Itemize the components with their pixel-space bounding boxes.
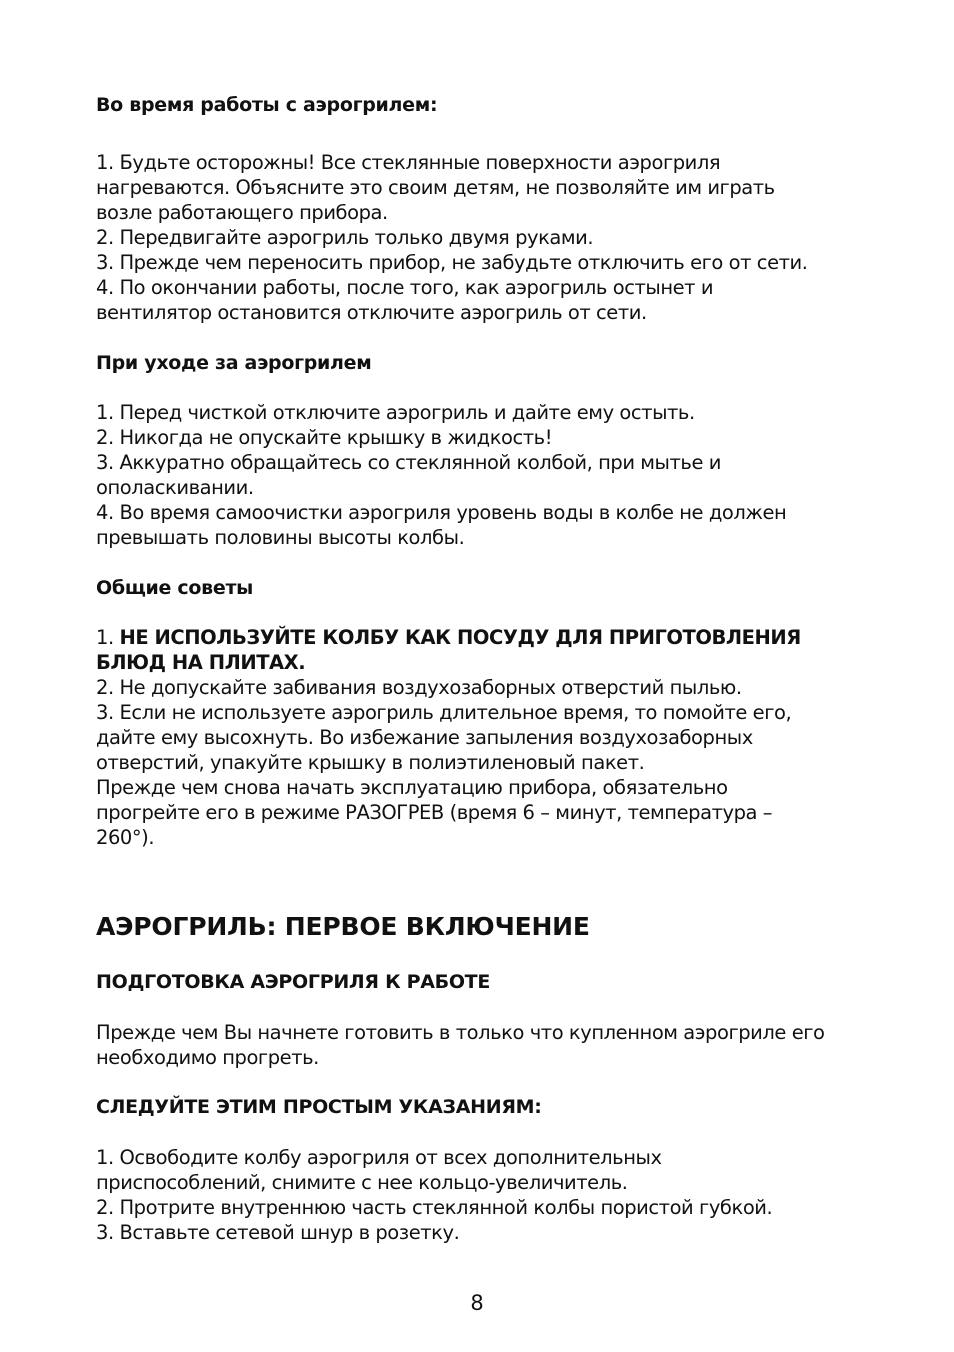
paragraph-preparation <box>96 1020 836 1070</box>
text-line: Прежде чем снова начать эксплуатацию прибора, обязательно <box>96 776 728 799</box>
paragraph-steps <box>96 1145 836 1245</box>
text-line: отверстий, упакуйте крышку в полиэтиленовый пакет. <box>96 751 645 774</box>
chapter-title: АЭРОГРИЛЬ: ПЕРВОЕ ВКЛЮЧЕНИЕ <box>96 912 590 941</box>
heading-care: При уходе за аэрогрилем <box>96 352 372 374</box>
heading-preparation: ПОДГОТОВКА АЭРОГРИЛЯ К РАБОТЕ <box>96 971 491 993</box>
paragraph-operation <box>96 150 836 325</box>
text-line: нагреваются. Объясните это своим детям, не позволяйте им играть <box>96 176 775 199</box>
text-line: 2. Передвигайте аэрогриль только двумя руками. <box>96 226 594 249</box>
text-line: 4. По окончании работы, после того, как аэрогриль остынет и <box>96 276 714 299</box>
text-line: дайте ему высохнуть. Во избежание запыления воздухозаборных <box>96 726 753 749</box>
warning-text: НЕ ИСПОЛЬЗУЙТЕ КОЛБУ КАК ПОСУДУ ДЛЯ ПРИГОТОВЛЕНИЯ <box>119 626 801 649</box>
heading-operation: Во время работы с аэрогрилем: <box>96 94 438 116</box>
item-number: 1. <box>96 626 120 649</box>
page-number: 8 <box>470 1291 484 1315</box>
text-line: вентилятор остановится отключите аэрогриль от сети. <box>96 301 647 324</box>
heading-general: Общие советы <box>96 577 254 599</box>
warning-line <box>96 625 836 650</box>
text-line: превышать половины высоты колбы. <box>96 526 465 549</box>
text-line: необходимо прогреть. <box>96 1046 319 1069</box>
text-line: 2. Протрите внутреннюю часть стеклянной колбы пористой губкой. <box>96 1196 773 1219</box>
text-line: Прежде чем Вы начнете готовить в только что купленном аэрогриле его <box>96 1021 825 1044</box>
text-line: 4. Во время самоочистки аэрогриля уровень воды в колбе не должен <box>96 501 787 524</box>
heading-steps: СЛЕДУЙТЕ ЭТИМ ПРОСТЫМ УКАЗАНИЯМ: <box>96 1096 542 1118</box>
text-line: 260°). <box>96 826 155 849</box>
text-line: 3. Прежде чем переносить прибор, не забудьте отключить его от сети. <box>96 251 808 274</box>
text-line: 3. Аккуратно обращайтесь со стеклянной колбой, при мытье и <box>96 451 721 474</box>
text-line: 1. Освободите колбу аэрогриля от всех дополнительных <box>96 1146 662 1169</box>
text-line: 1. Будьте осторожны! Все стеклянные поверхности аэрогриля <box>96 151 721 174</box>
text-line: 2. Не допускайте забивания воздухозаборных отверстий пылью. <box>96 676 742 699</box>
paragraph-general <box>96 625 836 850</box>
text-line: 3. Вставьте сетевой шнур в розетку. <box>96 1221 460 1244</box>
text-line: возле работающего прибора. <box>96 201 388 224</box>
text-line: 1. Перед чисткой отключите аэрогриль и дайте ему остыть. <box>96 401 695 424</box>
text-line: 2. Никогда не опускайте крышку в жидкость! <box>96 426 553 449</box>
text-line: ополаскивании. <box>96 476 254 499</box>
text-line: 3. Если не используете аэрогриль длительное время, то помойте его, <box>96 701 792 724</box>
paragraph-care <box>96 400 836 550</box>
text-line: приспособлений, снимите с нее кольцо-увеличитель. <box>96 1171 628 1194</box>
warning-text: БЛЮД НА ПЛИТАХ. <box>96 651 306 674</box>
text-line: прогрейте его в режиме РАЗОГРЕВ (время 6 – минут, температура – <box>96 801 773 824</box>
